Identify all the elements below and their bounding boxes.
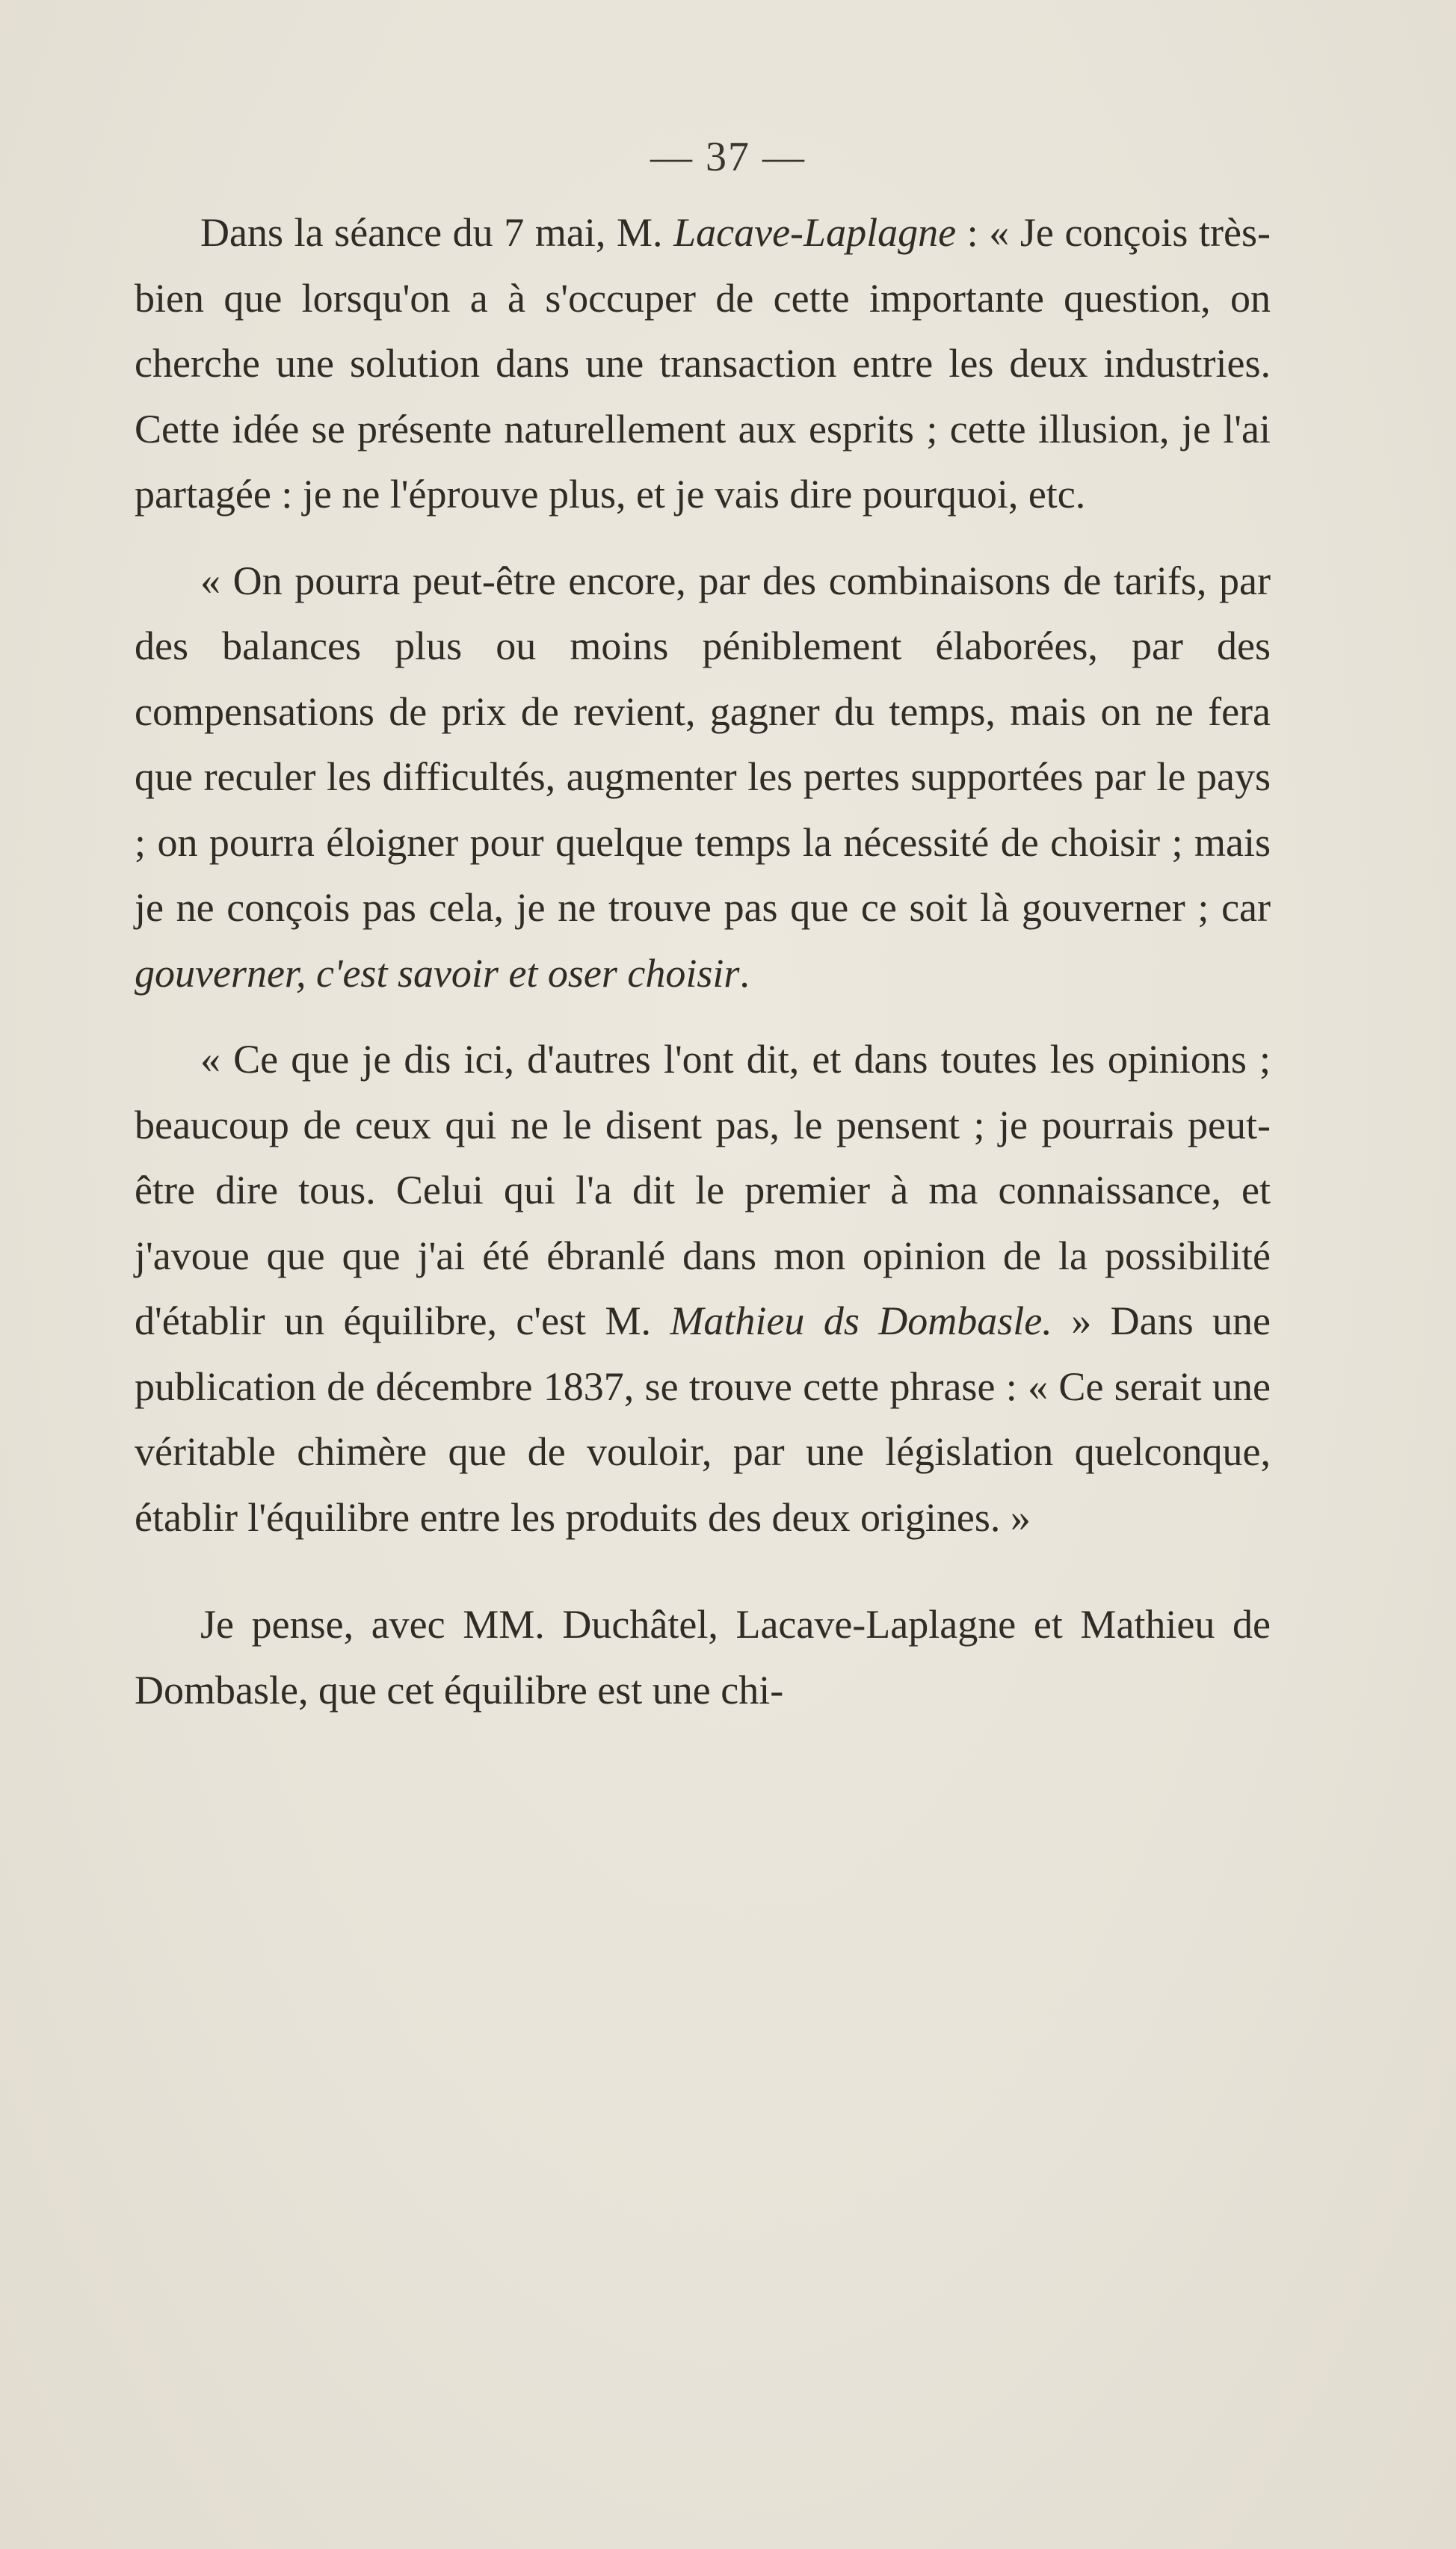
paragraph-1-text: : « Je conçois très-bien que lorsqu'on a à s'occuper de cette importante question, on cherche une solution dans une transaction entre les deux industries. Cette idée se présente naturellement aux esprits ; cette illusion, je l'ai partagée : je ne l'éprouve plus, et je vais dire pourquoi, etc.: [135, 210, 1271, 517]
paragraph-2-text: « On pourra peut-être encore, par des combinaisons de tarifs, par des balances plus ou moins péniblement élaborées, par des compensations de prix de revient, gagner du temps, mais on ne fera que reculer les difficultés, augmenter les pertes supportées par le pays ; on pourra éloigner pour quelque temps la nécessité de choisir ; mais je ne conçois pas cela, je ne trouve pas que ce soit là gouverner ; car: [135, 558, 1271, 930]
paragraph-3-after: » Dans une publication de décembre 1837, se trouve cette phrase : « Ce serait une véritable chimère que de vouloir, par une législation quelconque, établir l'équilibre entre les produits des deux origines. »: [135, 1298, 1271, 1540]
paragraph-3: [135, 1027, 1271, 1550]
paragraph-1: [135, 200, 1271, 528]
paragraph-4: [135, 1592, 1271, 1723]
page-number: — 37 —: [650, 134, 806, 180]
emphasis-quote: gouverner, c'est savoir et oser choisir: [135, 950, 740, 996]
paragraph-3-text: « Ce que je dis ici, d'autres l'ont dit, et dans toutes les opinions ; beaucoup de ceux qui ne le disent pas, le pensent ; je pourrais peut-être dire tous. Celui qui l'a dit le premier à ma connaissance, et j'avoue que que j'ai été ébranlé dans mon opinion de la possibilité d'établir un équilibre, c'est M.: [135, 1037, 1271, 1343]
paragraph-4-text: Je pense, avec MM. Duchâtel, Lacave-Laplagne et Mathieu de Dombasle, que cet équilibre est une chi-: [135, 1602, 1271, 1713]
paragraph-2: [135, 549, 1271, 1007]
paragraph-1-intro: Dans la séance du 7 mai, M.: [200, 210, 674, 255]
author-name: Mathieu ds Dombasle.: [670, 1298, 1052, 1343]
paragraph-2-end: .: [739, 950, 750, 996]
speaker-name: Lacave-Laplagne: [673, 210, 957, 255]
body-text: [135, 200, 1271, 1723]
